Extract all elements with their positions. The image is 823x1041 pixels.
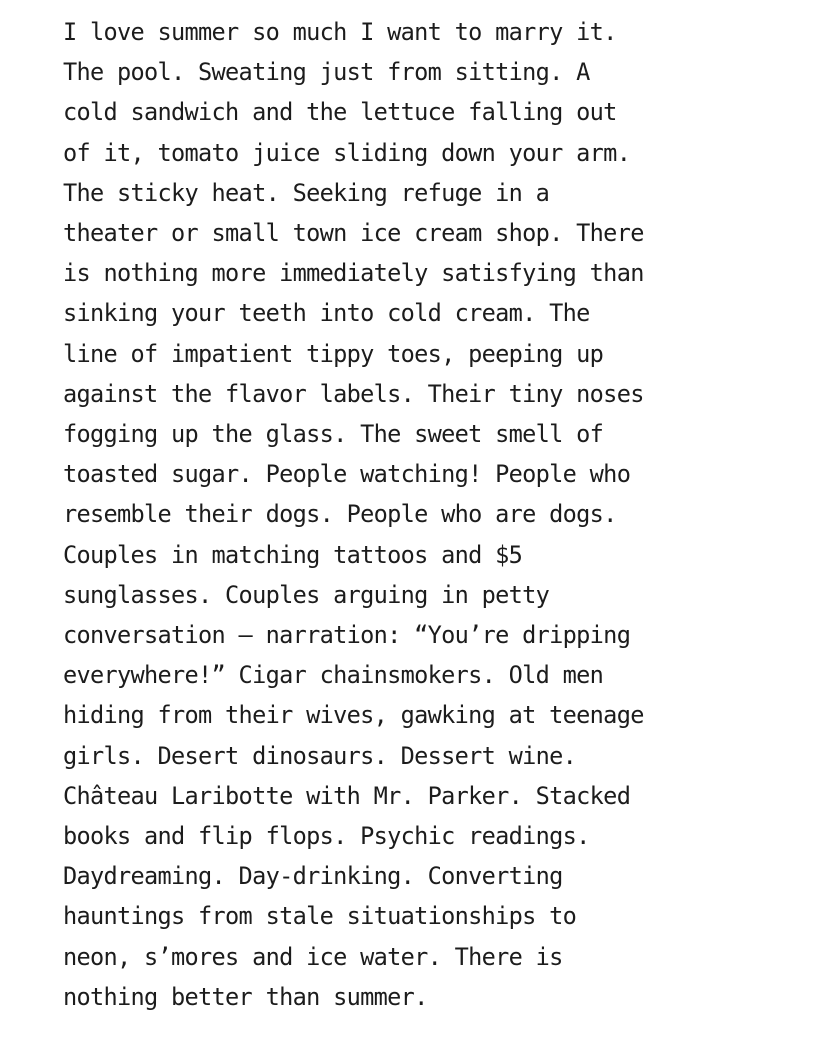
text-line-19: girls. Desert dinosaurs. Dessert wine. [63, 741, 577, 770]
text-line-22: Daydreaming. Day-drinking. Converting [63, 862, 563, 891]
text-line-17: everywhere!” Cigar chainsmokers. Old men [63, 661, 604, 690]
text-line-11: fogging up the glass. The sweet smell of [63, 420, 604, 449]
text-line-15: sunglasses. Couples arguing in petty [63, 580, 550, 609]
text-line-7: is nothing more immediately satisfying than [63, 259, 644, 288]
body-text [63, 12, 803, 1017]
text-line-16: conversation — narration: “You’re dripping [63, 621, 631, 650]
text-line-4: of it, tomato juice sliding down your arm. [63, 138, 631, 167]
text-line-1: I love summer so much I want to marry it. [63, 18, 617, 46]
text-line-10: against the flavor labels. Their tiny noses [63, 379, 644, 408]
text-line-14: Couples in matching tattoos and $5 [63, 540, 523, 569]
text-line-21: books and flip flops. Psychic readings. [63, 822, 590, 851]
text-line-6: theater or small town ice cream shop. There [63, 219, 644, 248]
text-line-24: neon, s’mores and ice water. There is [63, 942, 563, 971]
text-line-3: cold sandwich and the lettuce falling out [63, 98, 617, 127]
text-line-8: sinking your teeth into cold cream. The [63, 299, 590, 328]
text-line-12: toasted sugar. People watching! People who [63, 460, 631, 489]
text-line-13: resemble their dogs. People who are dogs. [63, 500, 617, 529]
text-line-18: hiding from their wives, gawking at teenage [63, 701, 644, 730]
text-line-5: The sticky heat. Seeking refuge in a [63, 178, 550, 207]
text-line-23: hauntings from stale situationships to [63, 902, 577, 931]
text-line-20: Château Laribotte with Mr. Parker. Stacked [63, 781, 631, 810]
text-line-25: nothing better than summer. [63, 982, 428, 1011]
text-line-9: line of impatient tippy toes, peeping up [63, 339, 604, 368]
text-line-2: The pool. Sweating just from sitting. A [63, 58, 590, 87]
